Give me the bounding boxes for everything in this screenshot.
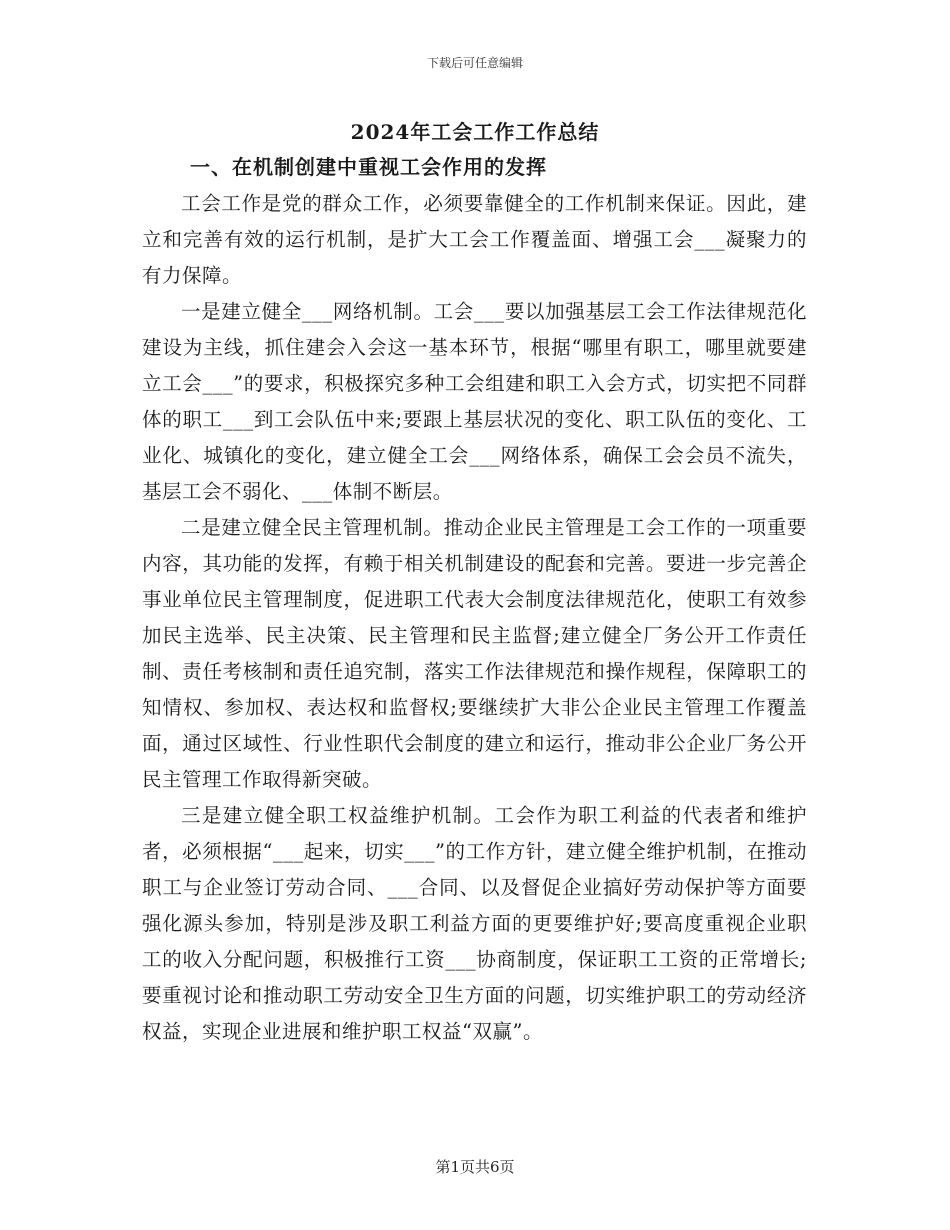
paragraph-rights-protection: 三是建立健全职工权益维护机制。工会作为职工利益的代表者和维护者，必须根据“___起来，切实___”的工作方针，建立健全维护机制，在推动职工与企业签订劳动合同、___合同、以及督促企业搞好劳动保护等方面要强化源头参加，特别是涉及职工利益方面的更要维护好;要高度重视企业职工的收入分配问题，积极推行工资___协商制度，保证职工工资的正常增长;要重视讨论和推动职工劳动安全卫生方面的问题，切实维护职工的劳动经济权益，实现企业进展和维护职工权益“双赢”。 bbox=[142, 804, 807, 1043]
paragraph-network-mechanism: 一是建立健全___网络机制。工会___要以加强基层工会工作法律规范化建设为主线，抓住建会入会这一基本环节，根据“哪里有职工，哪里就要建立工会___”的要求，积极探究多种工会组建和职工入会方式，切实把不同群体的职工___到工会队伍中来;要跟上基层状况的变化、职工队伍的变化、工业化、城镇化的变化，建立健全工会___网络体系，确保工会会员不流失，基层工会不弱化、___体制不断层。 bbox=[142, 300, 807, 503]
paragraph-intro: 工会工作是党的群众工作，必须要靠健全的工作机制来保证。因此，建立和完善有效的运行机制，是扩大工会工作覆盖面、增强工会___凝聚力的有力保障。 bbox=[142, 192, 807, 287]
document-title: 2024年工会工作工作总结 bbox=[350, 120, 600, 144]
page-footer: 第1页共6页 bbox=[435, 1158, 515, 1176]
header-note: 下载后可任意编辑 bbox=[426, 56, 523, 70]
section-heading: 一、在机制创建中重视工会作用的发挥 bbox=[190, 155, 547, 179]
paragraph-democratic-management: 二是建立健全民主管理机制。推动企业民主管理是工会工作的一项重要内容，其功能的发挥，有赖于相关机制建设的配套和完善。要进一步完善企事业单位民主管理制度，促进职工代表大会制度法律规范化，使职工有效参加民主选举、民主决策、民主管理和民主监督;建立健全厂务公开工作责任制、责任考核制和责任追究制，落实工作法律规范和操作规程，保障职工的知情权、参加权、表达权和监督权;要继续扩大非公企业民主管理工作覆盖面，通过区域性、行业性职代会制度的建立和运行，推动非公企业厂务公开民主管理工作取得新突破。 bbox=[142, 516, 807, 791]
document-body bbox=[142, 186, 807, 1050]
